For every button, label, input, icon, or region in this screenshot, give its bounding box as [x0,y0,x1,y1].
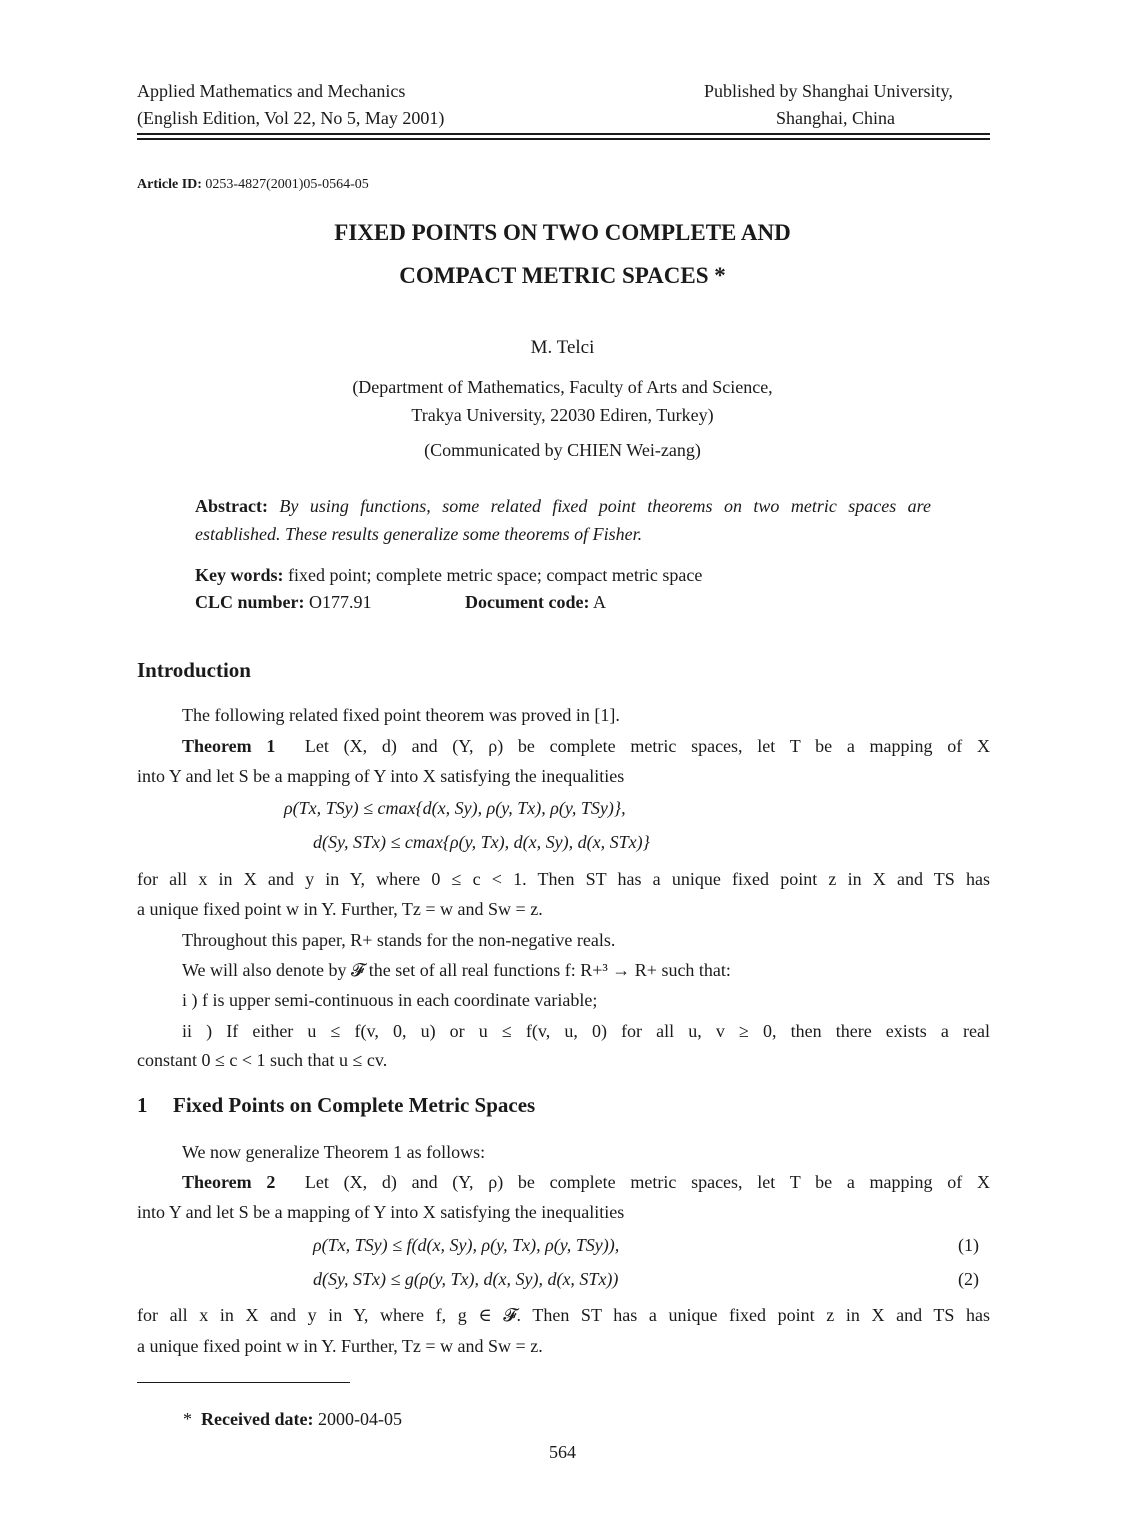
condition-i: i ) f is upper semi-continuous in each coordinate variable; [182,990,598,1010]
theorem-1-label: Theorem 1 [182,736,276,756]
theorem-2-equation-1: ρ(Tx, TSy) ≤ f(d(x, Sy), ρ(y, Tx), ρ(y, TSy)), [313,1235,620,1255]
section-1-intro: We now generalize Theorem 1 as follows: [182,1142,486,1162]
theorem-1-line-1 [182,734,990,758]
condition-ii-text-1: ii ) If either u ≤ f(v, 0, u) or u ≤ f(v, u, 0) for all u, v ≥ 0, then there exists a real [182,1021,990,1041]
section-heading-1: Fixed Points on Complete Metric Spaces [173,1093,536,1117]
article-id [137,177,369,193]
footnote [183,1407,402,1431]
theorem-1-line-2: into Y and let S be a mapping of Y into X satisfying the inequalities [137,766,625,786]
paragraph-function-set: We will also denote by 𝓕 the set of all real functions f: R+³ → R+ such that: [182,960,731,980]
theorem-2-conclusion-1 [137,1303,990,1327]
abstract-text-1: By using functions, some related fixed point theorems on two metric spaces are [279,496,932,516]
footnote-rule [137,1382,350,1383]
publisher-location: Shanghai, China [776,108,895,128]
journal-name: Applied Mathematics and Mechanics [137,81,406,101]
clc-number [195,590,372,614]
article-id-value: 0253-4827(2001)05-0564-05 [205,177,369,192]
paragraph-reals: Throughout this paper, R+ stands for the non-negative reals. [182,930,616,950]
title-line-1: FIXED POINTS ON TWO COMPLETE AND [334,220,791,245]
abstract-label: Abstract: [195,496,268,516]
equation-1-number: (1) [958,1235,979,1255]
publisher: Published by Shanghai University, [704,81,953,101]
theorem-2-label: Theorem 2 [182,1172,276,1192]
equation-2-number: (2) [958,1269,979,1289]
keywords-value: fixed point; complete metric space; compact metric space [288,565,703,585]
condition-ii-line-2: constant 0 ≤ c < 1 such that u ≤ cv. [137,1050,388,1070]
section-1-number: 1 [137,1093,148,1117]
doccode-value: A [593,592,606,612]
header-rule-top [137,133,990,135]
keywords-label: Key words: [195,565,284,585]
theorem-2-text-1: Let (X, d) and (Y, ρ) be complete metric spaces, let T be a mapping of X [304,1172,991,1192]
keywords [195,563,702,587]
theorem-1-equation-1: ρ(Tx, TSy) ≤ cmax{d(x, Sy), ρ(y, Tx), ρ(y, TSy)}, [284,798,626,818]
theorem-1-text-1: Let (X, d) and (Y, ρ) be complete metric spaces, let T be a mapping of X [304,736,991,756]
theorem-2-conclusion-2: a unique fixed point w in Y. Further, Tz = w and Sw = z. [137,1336,543,1356]
condition-ii-line-1 [182,1019,990,1043]
affiliation-line-1: (Department of Mathematics, Faculty of Arts and Science, [352,377,773,397]
document-code [465,590,606,614]
header-rule-bottom [137,138,990,140]
theorem-2-line-2: into Y and let S be a mapping of Y into X satisfying the inequalities [137,1202,625,1222]
clc-label: CLC number: [195,592,305,612]
doccode-label: Document code: [465,592,590,612]
theorem-1-conclusion-1-text: for all x in X and y in Y, where 0 ≤ c < 1. Then ST has a unique fixed point z in X and TS has [137,869,990,889]
theorem-1-equation-2: d(Sy, STx) ≤ cmax{ρ(y, Tx), d(x, Sy), d(x, STx)} [313,832,650,852]
theorem-2-conclusion-1-text: for all x in X and y in Y, where f, g ∈ 𝓕. Then ST has a unique fixed point z in X and TS has [137,1305,990,1325]
section-heading-introduction: Introduction [137,658,251,682]
theorem-1-conclusion-1 [137,867,990,891]
intro-paragraph: The following related fixed point theorem was proved in [1]. [182,705,620,725]
theorem-2-equation-2: d(Sy, STx) ≤ g(ρ(y, Tx), d(x, Sy), d(x, STx)) [313,1269,619,1289]
abstract [195,494,931,518]
article-id-label: Article ID: [137,177,202,192]
footnote-label: Received date: [201,1409,314,1429]
footnote-marker: * [183,1409,192,1429]
journal-edition: (English Edition, Vol 22, No 5, May 2001) [137,108,445,128]
abstract-text-2: established. These results generalize some theorems of Fisher. [195,524,643,544]
theorem-1-conclusion-2: a unique fixed point w in Y. Further, Tz = w and Sw = z. [137,899,543,919]
footnote-date: 2000-04-05 [317,1409,402,1429]
communicated-by: (Communicated by CHIEN Wei-zang) [424,440,701,460]
clc-value: O177.91 [309,592,372,612]
affiliation-line-2: Trakya University, 22030 Ediren, Turkey) [411,405,714,425]
page-number: 564 [549,1442,576,1462]
author: M. Telci [530,337,595,358]
title-line-2: COMPACT METRIC SPACES * [399,263,726,288]
theorem-2-line-1 [182,1170,990,1194]
